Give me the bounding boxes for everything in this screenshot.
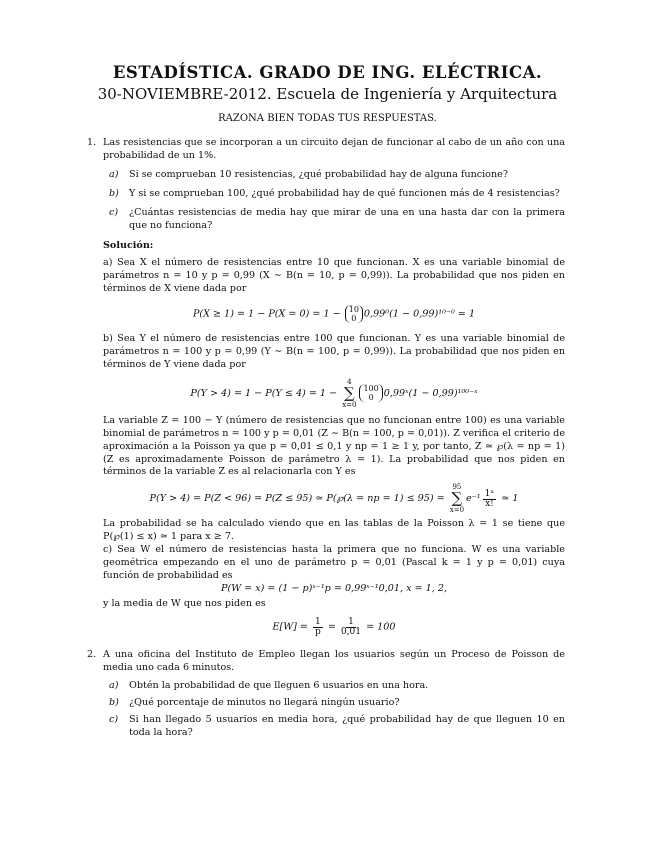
solution-a-text: a) Sea X el número de resistencias entre 10 que funcionan. X es una variable binomial de parámetros n = 10 y p = 0,99 (X ∼ B(n = 10, p = 0,99)). La probabilidad que nos piden en términos de X viene dada por — [103, 257, 565, 295]
fraction — [313, 617, 323, 637]
part-label: b) — [109, 187, 119, 199]
fraction-denominator: 0,01 — [340, 626, 361, 637]
equation-b — [103, 378, 565, 409]
part-text: Si han llegado 5 usuarios en media hora, ¿qué probabilidad hay de que lleguen 10 en toda la hora? — [129, 714, 565, 739]
equation-part: 0,99⁰(1 − 0,99)¹⁰⁻⁰ ≃ 1 — [363, 308, 476, 320]
question-number: 2. — [87, 648, 97, 660]
exam-content — [87, 137, 565, 740]
sum-lower: x=0 — [342, 400, 357, 409]
sum-upper: 95 — [452, 483, 462, 492]
fraction-numerator: 1ˣ — [484, 488, 495, 499]
question-part-a — [103, 169, 565, 182]
fraction-denominator: x! — [485, 498, 494, 509]
question-part-b — [103, 697, 565, 710]
solution-heading: Solución: — [103, 240, 154, 252]
part-label: b) — [109, 697, 119, 709]
fraction-numerator: 1 — [315, 616, 321, 627]
part-text: ¿Qué porcentaje de minutos no llegará ningún usuario? — [129, 697, 400, 709]
question-part-c — [103, 714, 565, 740]
equation-b2 — [103, 483, 565, 514]
equation-a — [103, 305, 565, 323]
question-statement: A una oficina del Instituto de Empleo llegan los usuarios según un Proceso de Poisson de media uno cada 6 minutos. — [103, 648, 565, 673]
question-part-c — [103, 207, 565, 233]
binomial-coefficient — [359, 384, 382, 402]
question-number: 1. — [87, 137, 97, 148]
part-label: c) — [109, 206, 119, 218]
binom-top: 100 — [363, 384, 379, 394]
exam-subtitle: 30-NOVIEMBRE-2012. Escuela de Ingeniería y Arquitectura — [97, 85, 558, 103]
binom-bottom: 0 — [351, 314, 357, 324]
question-2 — [87, 648, 565, 740]
solution-c-mean-text: y la media de W que nos piden es — [103, 597, 266, 609]
summation: 95 ∑ x=0 — [449, 483, 465, 515]
equation-part: = 100 — [366, 621, 396, 633]
question-1 — [87, 137, 565, 637]
part-label: a) — [109, 168, 119, 180]
equation-c2 — [103, 617, 565, 637]
exam-title: ESTADÍSTICA. GRADO DE ING. ELÉCTRICA. — [112, 63, 543, 82]
binom-bottom: 0 — [368, 393, 374, 403]
fraction — [483, 489, 497, 509]
equation-part: P(X ≥ 1) = 1 − P(X = 0) = 1 − — [192, 308, 341, 320]
equation-part: E[W] = — [272, 621, 308, 633]
fraction — [341, 617, 361, 637]
solution-b-poisson-text: La variable Z = 100 − Y (número de resistencias que no funcionan entre 100) es una variable binomial de parámetros n = 100 y p = 0,01 (Z ∼ B(n = 100, p = 0,01)). Z verifica el criterio de aproximación a la Poisson ya que p = 0,01 ≤ 0,1 y np = 1 ≥ 1 y, por tanto, Z ≃ ℘(λ = np = 1) (Z es aproximadamente Poisson de parámetro λ = 1). La probabilidad que nos piden en términos de la variable Z es al relacionarla con Y es — [103, 414, 565, 478]
exam-instructions: RAZONA BIEN TODAS TUS RESPUESTAS. — [218, 113, 437, 124]
binomial-coefficient — [345, 305, 363, 323]
equation-part: = — [327, 621, 336, 633]
part-text: Y si se comprueban 100, ¿qué probabilidad hay de qué funcionen más de 4 resistencias? — [129, 187, 560, 199]
sum-lower: x=0 — [449, 506, 465, 515]
part-label: a) — [109, 680, 119, 692]
equation-part: 0,99ˣ(1 − 0,99)¹⁰⁰⁻ˣ — [383, 387, 478, 399]
fraction-denominator: p — [315, 626, 321, 637]
solution-b-note: La probabilidad se ha calculado viendo que en las tablas de la Poisson λ = 1 se tiene que P(℘(1) ≤ x) ≃ 1 para x ≥ 7. — [103, 518, 565, 543]
solution-b-text: b) Sea Y el número de resistencias entre 100 que funcionan. Y es una variable binomial de parámetros n = 100 y p = 0,99 (Y ∼ B(n = 100, p = 0,99)). La probabilidad que nos piden en términos de Y viene dada por — [103, 333, 565, 370]
part-text: ¿Cuántas resistencias de media hay que mirar de una en una hasta dar con la primera que no funciona? — [129, 206, 565, 231]
equation-part: P(Y > 4) = P(Z < 96) = P(Z ≤ 95) ≃ P(℘(λ = np = 1) ≤ 95) = — [149, 493, 445, 505]
part-text: Si se comprueban 10 resistencias, ¿qué probabilidad hay de alguna funcione? — [129, 168, 508, 180]
summation: 4 ∑ x=0 — [342, 377, 357, 409]
equation-c: P(W = x) = (1 − p)ˣ⁻¹p = 0,99ˣ⁻¹0,01, x = 1, 2, — [221, 582, 447, 594]
part-label: c) — [109, 714, 119, 726]
solution-c-text: c) Sea W el número de resistencias hasta la primera que no funciona. W es una variable geométrica empezando en el uno de parámetro p = 0,01 (Pascal k = 1 y p = 0,01) cuya función de probabilidad es — [103, 544, 565, 581]
equation-part: P(Y > 4) = 1 − P(Y ≤ 4) = 1 − — [190, 387, 338, 399]
fraction-numerator: 1 — [348, 616, 354, 627]
question-statement: Las resistencias que se incorporan a un circuito dejan de funcionar al cabo de un año con una probabilidad de un 1%. — [103, 137, 565, 161]
equation-part: ≃ 1 — [501, 493, 519, 505]
sum-upper: 4 — [347, 377, 352, 386]
equation-part: e⁻¹ — [466, 493, 481, 505]
binom-top: 10 — [348, 305, 359, 315]
question-part-b — [103, 188, 565, 201]
question-part-a — [103, 680, 565, 693]
part-text: Obtén la probabilidad de que lleguen 6 usuarios en una hora. — [129, 680, 429, 692]
